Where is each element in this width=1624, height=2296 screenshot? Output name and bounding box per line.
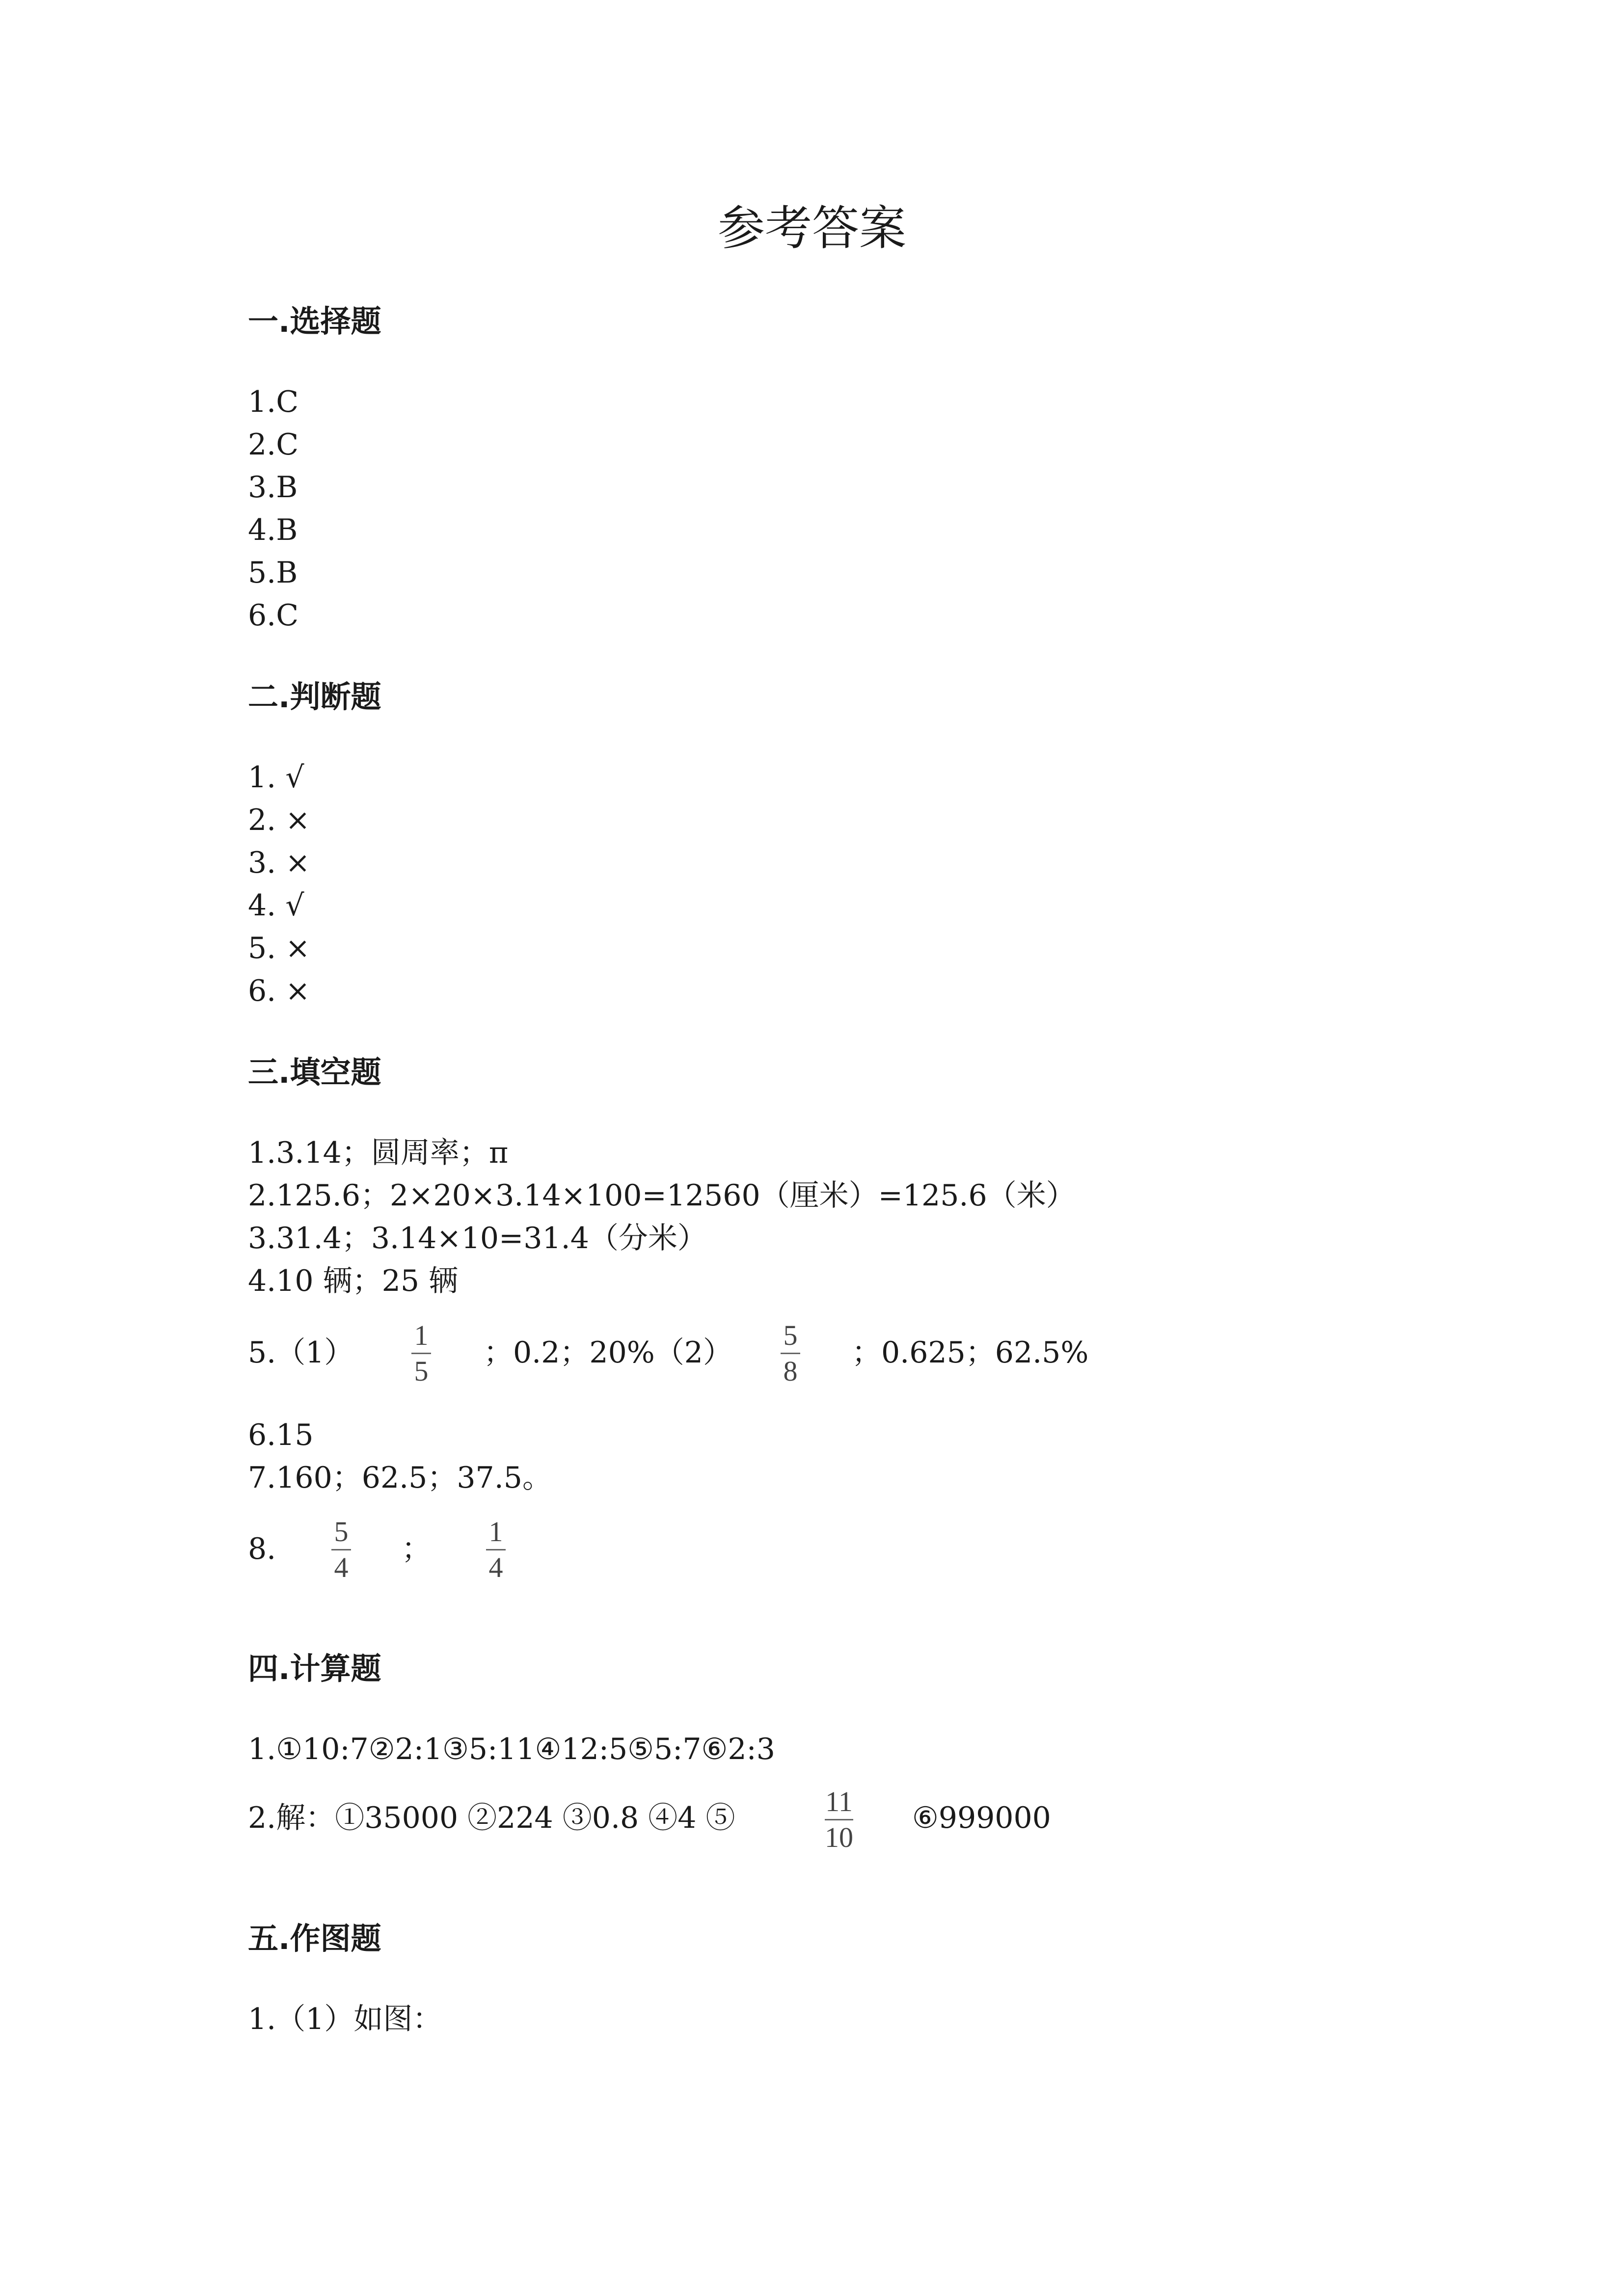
answer-line: 5.B [248, 556, 298, 590]
answer-line: 4.10 辆；25 辆 [248, 1264, 459, 1298]
answer-line: 2.125.6；2×20×3.14×100=12560（厘米）=125.6（米） [248, 1178, 1076, 1213]
answer-line: 7.160；62.5；37.5。 [248, 1461, 552, 1495]
answer-line: 1. √ [248, 760, 304, 795]
fraction-numerator: 5 [783, 1319, 798, 1351]
section-heading-drawing: 五.作图题 [248, 1921, 381, 1956]
fraction [486, 1517, 506, 1583]
fraction-numerator: 1 [414, 1319, 429, 1351]
section-heading-choice: 一.选择题 [248, 303, 381, 339]
fraction-denominator: 4 [488, 1551, 503, 1583]
fraction-numerator: 11 [825, 1786, 853, 1817]
answer-line: 2. × [248, 803, 310, 837]
answer-line: 6.15 [248, 1418, 314, 1452]
fraction-denominator: 5 [414, 1355, 429, 1387]
fraction [825, 1787, 853, 1853]
q5-prefix: 5.（1） [248, 1335, 354, 1370]
fraction-bar [781, 1353, 800, 1354]
fraction-numerator: 1 [488, 1516, 503, 1548]
section-heading-calculation: 四.计算题 [248, 1651, 381, 1686]
fraction-denominator: 10 [825, 1821, 853, 1853]
fraction-numerator: 5 [334, 1516, 349, 1548]
answer-line: 2.C [248, 427, 299, 462]
calc-q2-suffix: ⑥999000 [912, 1801, 1051, 1835]
q5-suffix: ；0.625；62.5% [852, 1335, 1089, 1370]
fraction-bar [825, 1819, 853, 1820]
answer-line: 4.B [248, 513, 298, 547]
answer-line: 6.C [248, 598, 299, 633]
answer-line: 1.3.14；圆周率；π [248, 1136, 509, 1170]
fraction [331, 1517, 351, 1583]
answer-line: 3. × [248, 846, 310, 880]
fraction-bar [411, 1353, 431, 1354]
answer-line: 6. × [248, 974, 310, 1008]
answer-line: 1.（1）如图： [248, 2002, 442, 2036]
section-heading-judgement: 二.判断题 [248, 679, 381, 715]
fraction-bar [486, 1549, 506, 1550]
q8-separator: ； [402, 1532, 431, 1566]
answer-line: 3.B [248, 470, 298, 505]
answer-line: 5. × [248, 931, 310, 965]
fraction-denominator: 8 [783, 1355, 798, 1387]
page-title: 参考答案 [718, 201, 906, 256]
fraction-denominator: 4 [334, 1551, 349, 1583]
calc-q2-prefix: 2.解：①35000 ②224 ③0.8 ④4 ⑤ [248, 1801, 735, 1835]
answer-line: 4. √ [248, 888, 304, 923]
fraction [781, 1320, 800, 1387]
answer-line: 1.C [248, 385, 299, 419]
q8-prefix: 8. [248, 1532, 276, 1566]
answer-line: 1.①10:7②2:1③5:11④12:5⑤5:7⑥2:3 [248, 1732, 775, 1766]
q5-middle: ；0.2；20%（2） [484, 1335, 732, 1370]
fraction [411, 1320, 431, 1387]
section-heading-fill-blank: 三.填空题 [248, 1054, 381, 1090]
fraction-bar [331, 1549, 351, 1550]
answer-line: 3.31.4；3.14×10=31.4（分米） [248, 1221, 707, 1255]
